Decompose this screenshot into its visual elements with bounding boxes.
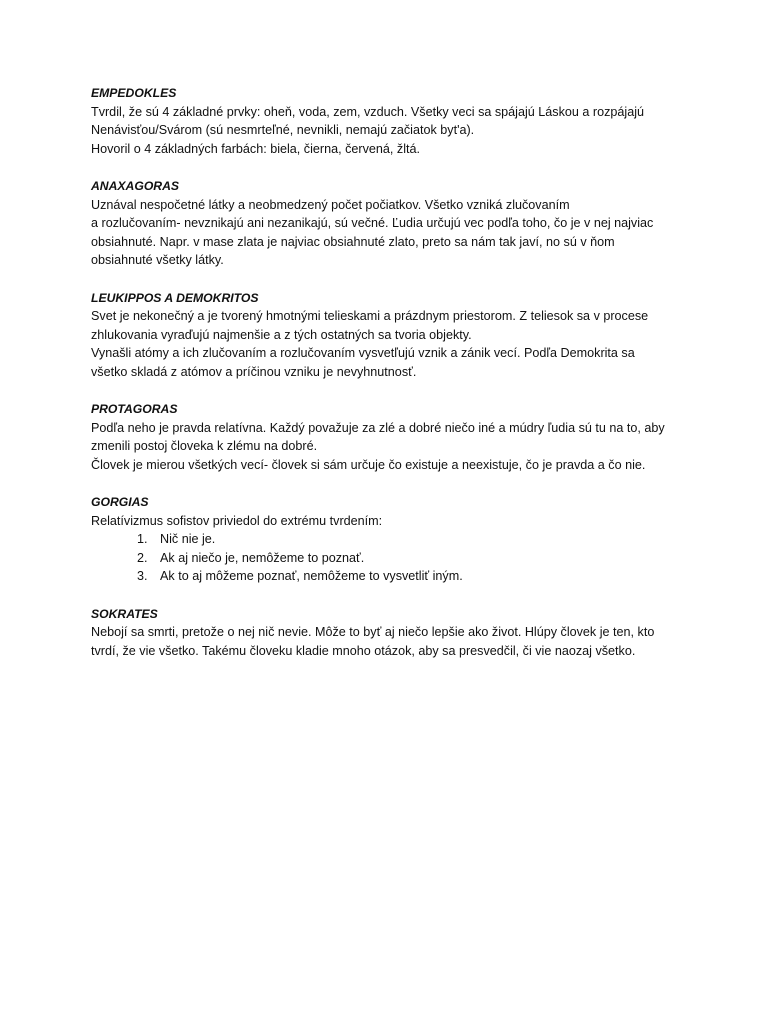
list-item xyxy=(137,567,728,586)
list-number: 2. xyxy=(137,550,148,565)
section-anaxagoras xyxy=(91,177,728,270)
section-gorgias xyxy=(91,493,728,586)
text-line: Nebojí sa smrti, pretože o nej nič nevie. Môže to byť aj niečo lepšie ako život. Hlúpy človek je ten, kto xyxy=(91,625,655,640)
text-line: Uznával nespočetné látky a neobmedzený počet počiatkov. Všetko vzniká zlučovaním xyxy=(91,197,570,212)
text-line: Svet je nekonečný a je tvorený hmotnými telieskami a prázdnym priestorom. Z teliesok sa v procese xyxy=(91,309,649,324)
section-heading: ANAXAGORAS xyxy=(91,178,180,193)
text-line: Hovoril o 4 základných farbách: biela, čierna, červená, žltá. xyxy=(91,141,421,156)
list-number: 1. xyxy=(137,532,148,547)
list-item xyxy=(137,530,728,549)
text-line: tvrdí, že vie všetko. Takému človeku kladie mnoho otázok, aby sa presvedčil, či vie naozaj všetko. xyxy=(91,643,636,658)
text-line: Relatívizmus sofistov priviedol do extrému tvrdením: xyxy=(91,513,383,528)
list-item xyxy=(137,549,728,568)
text-line: obsiahnuté. Napr. v mase zlata je najviac obsiahnuté zlato, preto sa nám tak javí, no sú v ňom xyxy=(91,234,615,249)
section-leukippos-demokritos xyxy=(91,289,728,382)
text-line: Nenávisťou/Svárom (sú nesmrteľné, nevnikli, nemajú začiatok byt'a). xyxy=(91,123,475,138)
numbered-list xyxy=(91,530,728,586)
text-line: Človek je mierou všetkých vecí- človek si sám určuje čo existuje a neexistuje, čo je pravda a čo nie. xyxy=(91,457,646,472)
text-line: Vynašli atómy a ich zlučovaním a rozlučovaním vysvetľujú vznik a zánik vecí. Podľa Demokrita sa xyxy=(91,346,635,361)
text-line: a rozlučovaním- nevznikajú ani nezanikajú, sú večné. Ľudia určujú vec podľa toho, čo je v nej najviac xyxy=(91,216,654,231)
section-heading: PROTAGORAS xyxy=(91,402,178,417)
section-heading: GORGIAS xyxy=(91,495,149,510)
list-item-text: Nič nie je. xyxy=(160,532,216,547)
text-line: všetko skladá z atómov a príčinou vzniku je nevyhnutnosť. xyxy=(91,364,417,379)
text-line: Podľa neho je pravda relatívna. Každý považuje za zlé a dobré niečo iné a múdry ľudia sú tu na to, aby xyxy=(91,420,665,435)
section-protagoras xyxy=(91,400,728,474)
list-item-text: Ak aj niečo je, nemôžeme to poznať. xyxy=(160,550,365,565)
section-heading: SOKRATES xyxy=(91,606,158,621)
text-line: zmenili postoj človeka k zlému na dobré. xyxy=(91,439,318,454)
text-line: Tvrdil, že sú 4 základné prvky: oheň, voda, zem, vzduch. Všetky veci sa spájajú Láskou a rozpájajú xyxy=(91,104,645,119)
list-item-text: Ak to aj môžeme poznať, nemôžeme to vysvetliť iným. xyxy=(160,569,463,584)
section-empedokles xyxy=(91,84,728,158)
list-number: 3. xyxy=(137,569,148,584)
text-line: zhlukovania vyraďujú najmenšie a z tých ostatných sa tvoria objekty. xyxy=(91,327,472,342)
text-line: obsiahnuté všetky látky. xyxy=(91,253,224,268)
section-sokrates xyxy=(91,605,728,661)
section-heading: EMPEDOKLES xyxy=(91,86,177,100)
section-heading: LEUKIPPOS A DEMOKRITOS xyxy=(91,290,259,305)
